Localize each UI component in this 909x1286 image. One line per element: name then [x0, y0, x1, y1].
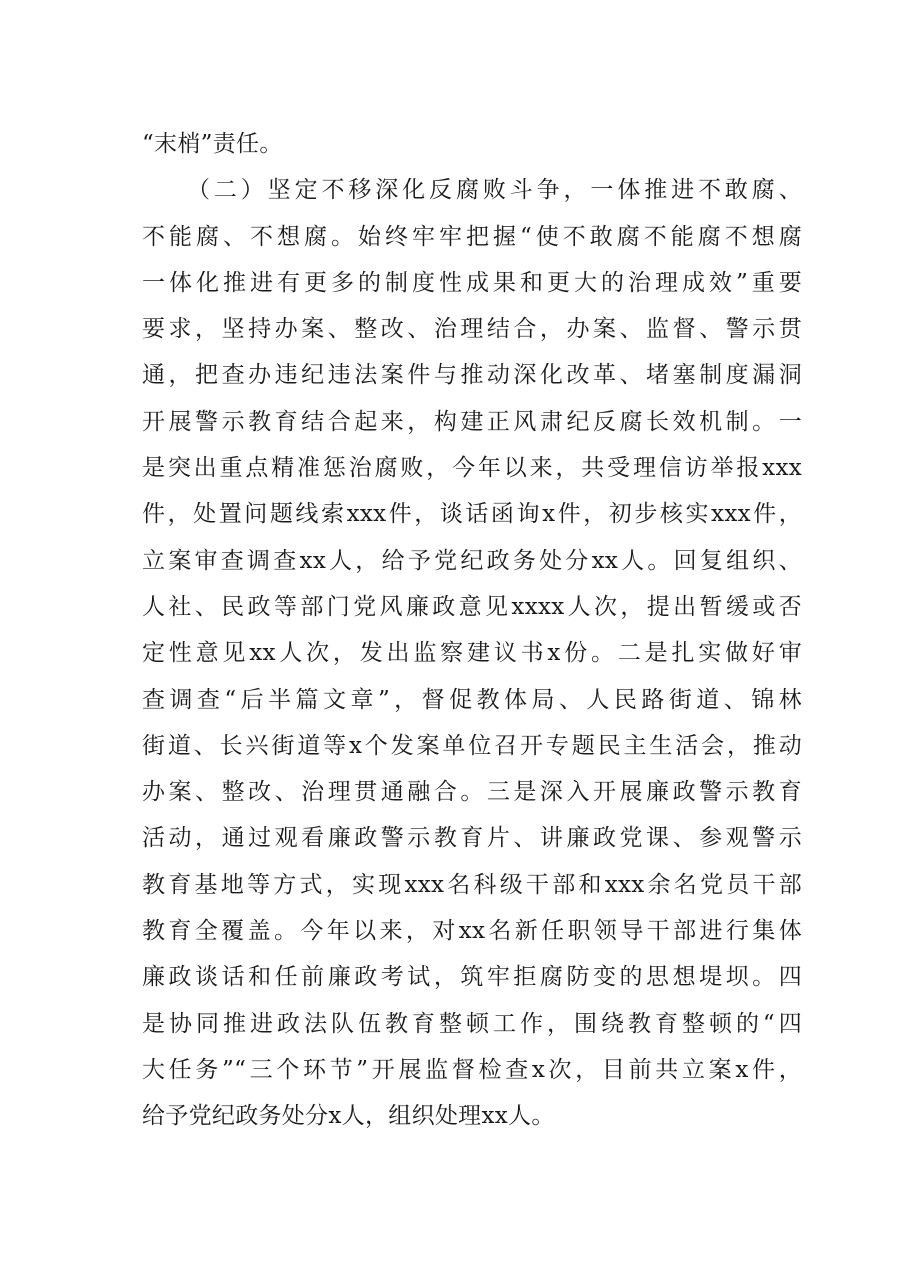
- text-line: 街道、长兴街道等x个发案单位召开专题民主生活会，推动: [142, 732, 802, 759]
- section-heading-line: （二）坚定不移深化反腐败斗争，一体推进不敢腐、: [187, 177, 802, 204]
- text-line: 不能腐、不想腐。始终牢牢把握“使不敢腐不能腐不想腐: [142, 223, 802, 250]
- text-line: 一体化推进有更多的制度性成果和更大的治理成效”重要: [142, 269, 802, 296]
- text-line: 是突出重点精准惩治腐败，今年以来，共受理信访举报xxx: [142, 455, 802, 482]
- text-line: 立案审查调查xx人，给予党纪政务处分xx人。回复组织、: [142, 547, 802, 574]
- text-line: 人社、民政等部门党风廉政意见xxxx人次，提出暂缓或否: [142, 593, 802, 620]
- text-line: 大任务”“三个环节”开展监督检查x次，目前共立案x件，: [142, 1056, 802, 1083]
- text-line: 定性意见xx人次，发出监察建议书x份。二是扎实做好审: [142, 640, 802, 667]
- text-line: 通，把查办违纪违法案件与推动深化改革、堵塞制度漏洞: [142, 362, 802, 389]
- text-line: “末梢”责任。: [142, 131, 283, 157]
- body-text: [142, 121, 802, 1140]
- text-line: 教育基地等方式，实现xxx名科级干部和xxx余名党员干部: [142, 871, 802, 898]
- text-line: 件，处置问题线索xxx件，谈话函询x件，初步核实xxx件，: [142, 501, 802, 528]
- text-line: 教育全覆盖。今年以来，对xx名新任职领导干部进行集体: [142, 918, 802, 945]
- text-line: 办案、整改、治理贯通融合。三是深入开展廉政警示教育: [142, 779, 802, 806]
- text-line: 查调查“后半篇文章”，督促教体局、人民路街道、锦林: [142, 686, 802, 713]
- text-line: 开展警示教育结合起来，构建正风肃纪反腐长效机制。一: [142, 408, 802, 435]
- text-line: 活动，通过观看廉政警示教育片、讲廉政党课、参观警示: [142, 825, 802, 852]
- text-line: 给予党纪政务处分x人，组织处理xx人。: [142, 1103, 555, 1130]
- text-line: 要求，坚持办案、整改、治理结合，办案、监督、警示贯: [142, 316, 802, 343]
- text-line: 廉政谈话和任前廉政考试，筑牢拒腐防变的思想堤坝。四: [142, 964, 802, 991]
- text-line: 是协同推进政法队伍教育整顿工作，围绕教育整顿的“四: [142, 1010, 802, 1037]
